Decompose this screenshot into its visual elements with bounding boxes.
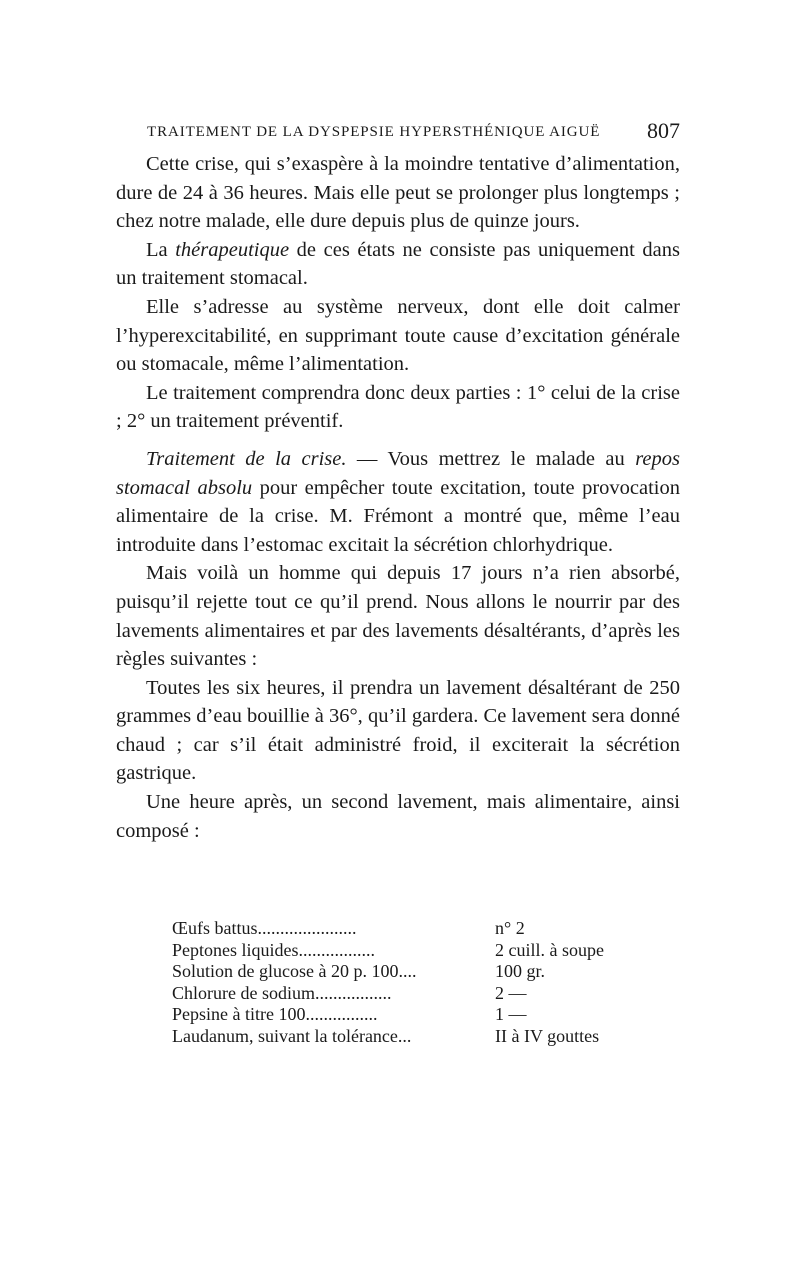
- section-heading-italic: Traitement de la crise.: [146, 447, 347, 470]
- quantity: n° 2: [495, 918, 525, 938]
- ingredient: Laudanum, suivant la tolérance...: [172, 1025, 412, 1046]
- paragraph: Le traitement comprendra donc deux parties : 1° celui de la crise ; 2° un traitement préventif.: [116, 381, 680, 433]
- text-run: — Vous mettrez le malade au: [346, 447, 636, 470]
- recipe-row: [172, 940, 632, 962]
- quantity: 2 —: [495, 982, 527, 1003]
- paragraph: Mais voilà un homme qui depuis 17 jours n’a rien absorbé, puisqu’il rejette tout ce qu’il prend. Nous allons le nourrir par des lavements alimentaires et par des lavements désaltérants, d’après les règles suivantes :: [116, 562, 680, 671]
- ingredient: Solution de glucose à 20 p. 100....: [172, 961, 417, 982]
- paragraph: [116, 236, 680, 293]
- text-run: de ces états ne consiste pas uniquement dans un traitement stomacal.: [116, 238, 680, 290]
- page-header: [147, 118, 680, 146]
- paragraph: [116, 445, 680, 559]
- ingredient: Pepsine à titre 100................: [172, 1004, 378, 1025]
- page-number: 807: [647, 118, 680, 143]
- quantity: 100 gr.: [495, 961, 546, 982]
- italic-term: thérapeutique: [175, 238, 290, 261]
- paragraph: Une heure après, un second lavement, mais alimentaire, ainsi composé :: [116, 791, 680, 842]
- running-head: TRAITEMENT DE LA DYSPEPSIE HYPERSTHÉNIQUE AIGUË: [147, 124, 601, 140]
- text-run: La: [146, 238, 176, 261]
- quantity: II à IV gouttes: [495, 1025, 600, 1046]
- paragraph: Cette crise, qui s’exaspère à la moindre tentative d’alimentation, dure de 24 à 36 heures. Mais elle peut se prolonger plus longtemps ; chez notre malade, elle dure depuis plus de quinze jours.: [116, 153, 680, 233]
- quantity: 2 cuill. à soupe: [495, 939, 604, 960]
- paragraph: Elle s’adresse au système nerveux, dont elle doit calmer l’hyperexcitabilité, en supprimant toute cause d’excitation générale ou stomacale, même l’alimentation.: [116, 295, 680, 376]
- ingredient: Œufs battus......................: [172, 918, 357, 938]
- text-run: pour empêcher toute excitation, toute provocation alimentaire de la crise. M. Frémont a montré que, même l’eau introduite dans l’estomac excitait la sécrétion chlorhydrique.: [116, 476, 680, 556]
- italic-term: repos stomacal absolu: [116, 447, 680, 499]
- body-text: [116, 150, 680, 845]
- recipe-table: [172, 918, 632, 1048]
- recipe-row: [172, 1004, 632, 1026]
- ingredient: Chlorure de sodium.................: [172, 982, 392, 1003]
- paragraph: Toutes les six heures, il prendra un lavement désaltérant de 250 grammes d’eau bouillie à 36°, qu’il gardera. Ce lavement sera donné chaud ; car s’il était administré froid, il exciterait la sécrétion gastrique.: [116, 676, 680, 785]
- recipe-row: [172, 1026, 632, 1048]
- ingredient: Peptones liquides.................: [172, 939, 375, 960]
- recipe-row: [172, 961, 632, 983]
- recipe-row: [172, 918, 632, 940]
- quantity: 1 —: [495, 1004, 527, 1025]
- recipe-row: [172, 983, 632, 1005]
